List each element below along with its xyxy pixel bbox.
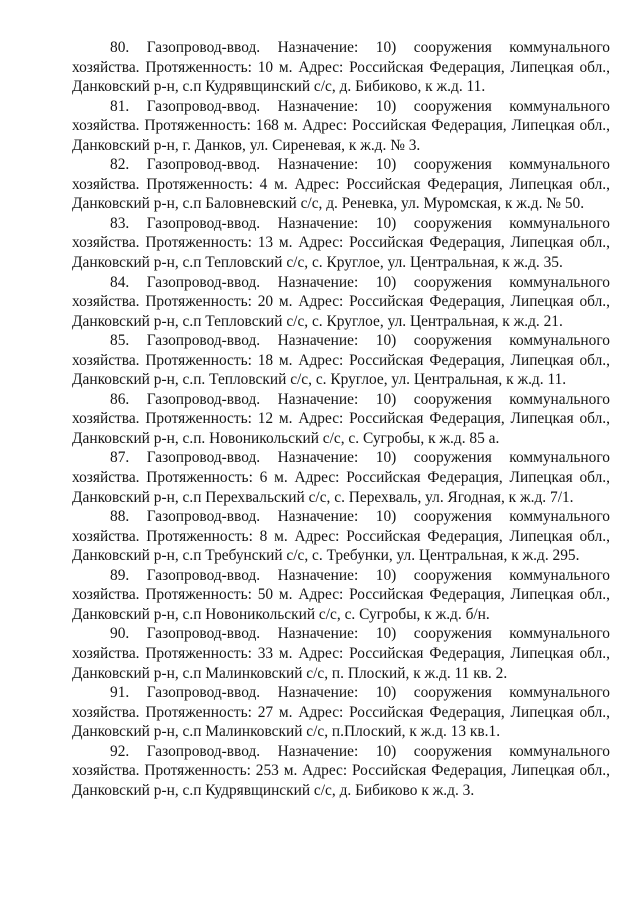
entry-text: Газопровод-ввод. Назначение: 10) сооружения коммунального хозяйства. Протяженность: 10 м. Адрес: Российская Федерация, Липецкая обл., Данковский р-н, с.п Кудрявщинский с/с, д. Бибиково, к ж.д. 11. <box>72 39 610 96</box>
list-item <box>72 273 610 332</box>
entry-text: Газопровод-ввод. Назначение: 10) сооружения коммунального хозяйства. Протяженность: 27 м. Адрес: Российская Федерация, Липецкая обл., Данковский р-н, с.п Малинковский с/с, п.Плоский, к ж.д. 13 кв.1. <box>72 684 610 741</box>
entry-text: Газопровод-ввод. Назначение: 10) сооружения коммунального хозяйства. Протяженность: 4 м. Адрес: Российская Федерация, Липецкая обл., Данковский р-н, с.п Баловневский с/с, д. Реневка, ул. Муромская, к ж.д. № 50. <box>72 156 610 213</box>
entry-text: Газопровод-ввод. Назначение: 10) сооружения коммунального хозяйства. Протяженность: 18 м. Адрес: Российская Федерация, Липецкая обл., Данковский р-н, с.п. Тепловский с/с, с. Круглое, ул. Центральная, к ж.д. 11. <box>72 332 610 389</box>
entry-number: 89. <box>110 566 130 584</box>
entry-number: 90. <box>110 625 130 643</box>
entry-number: 84. <box>110 273 130 291</box>
list-item <box>72 742 610 801</box>
list-item <box>72 38 610 97</box>
list-item <box>72 448 610 507</box>
list-item <box>72 507 610 566</box>
entry-text: Газопровод-ввод. Назначение: 10) сооружения коммунального хозяйства. Протяженность: 8 м. Адрес: Российская Федерация, Липецкая обл., Данковский р-н, с.п Требунский с/с, с. Требунки, ул. Центральная, к ж.д. 295. <box>72 508 610 565</box>
entry-number: 85. <box>110 332 130 350</box>
list-item <box>72 683 610 742</box>
list-item <box>72 624 610 683</box>
entry-text: Газопровод-ввод. Назначение: 10) сооружения коммунального хозяйства. Протяженность: 33 м. Адрес: Российская Федерация, Липецкая обл., Данковский р-н, с.п Малинковский с/с, п. Плоский, к ж.д. 11 кв. 2. <box>72 625 610 682</box>
entry-text: Газопровод-ввод. Назначение: 10) сооружения коммунального хозяйства. Протяженность: 253 м. Адрес: Российская Федерация, Липецкая обл., Данковский р-н, с.п Кудрявщинский с/с, д. Бибиково к ж.д. 3. <box>72 742 610 799</box>
list-item <box>72 97 610 156</box>
entry-text: Газопровод-ввод. Назначение: 10) сооружения коммунального хозяйства. Протяженность: 168 м. Адрес: Российская Федерация, Липецкая обл., Данковский р-н, г. Данков, ул. Сиреневая, к ж.д. № 3. <box>72 97 610 154</box>
entry-number: 88. <box>110 508 130 526</box>
entry-text: Газопровод-ввод. Назначение: 10) сооружения коммунального хозяйства. Протяженность: 20 м. Адрес: Российская Федерация, Липецкая обл., Данковский р-н, с.п Тепловский с/с, с. Круглое, ул. Центральная, к ж.д. 21. <box>72 273 610 330</box>
entry-number: 80. <box>110 39 130 56</box>
entry-text: Газопровод-ввод. Назначение: 10) сооружения коммунального хозяйства. Протяженность: 6 м. Адрес: Российская Федерация, Липецкая обл., Данковский р-н, с.п Перехвальский с/с, с. Перехваль, ул. Ягодная, к ж.д. 7/1. <box>72 449 610 506</box>
entry-list <box>72 38 610 800</box>
entry-text: Газопровод-ввод. Назначение: 10) сооружения коммунального хозяйства. Протяженность: 12 м. Адрес: Российская Федерация, Липецкая обл., Данковский р-н, с.п. Новоникольский с/с, с. Сугробы, к ж.д. 85 а. <box>72 390 610 447</box>
entry-number: 81. <box>110 97 130 115</box>
entry-number: 83. <box>110 214 130 232</box>
list-item <box>72 566 610 625</box>
list-item <box>72 155 610 214</box>
entry-number: 92. <box>110 742 130 760</box>
entry-text: Газопровод-ввод. Назначение: 10) сооружения коммунального хозяйства. Протяженность: 13 м. Адрес: Российская Федерация, Липецкая обл., Данковский р-н, с.п Тепловский с/с, с. Круглое, ул. Центральная, к ж.д. 35. <box>72 214 610 272</box>
entry-text: Газопровод-ввод. Назначение: 10) сооружения коммунального хозяйства. Протяженность: 50 м. Адрес: Российская Федерация, Липецкая обл., Данковский р-н, с.п Новоникольский с/с, с. Сугробы, к ж.д. б/н. <box>72 566 610 623</box>
list-item <box>72 331 610 390</box>
list-item <box>72 214 610 273</box>
entry-number: 91. <box>110 684 130 702</box>
entry-number: 87. <box>110 449 130 467</box>
list-item <box>72 390 610 449</box>
entry-number: 86. <box>110 390 130 408</box>
entry-number: 82. <box>110 156 130 174</box>
document-page <box>72 38 610 800</box>
